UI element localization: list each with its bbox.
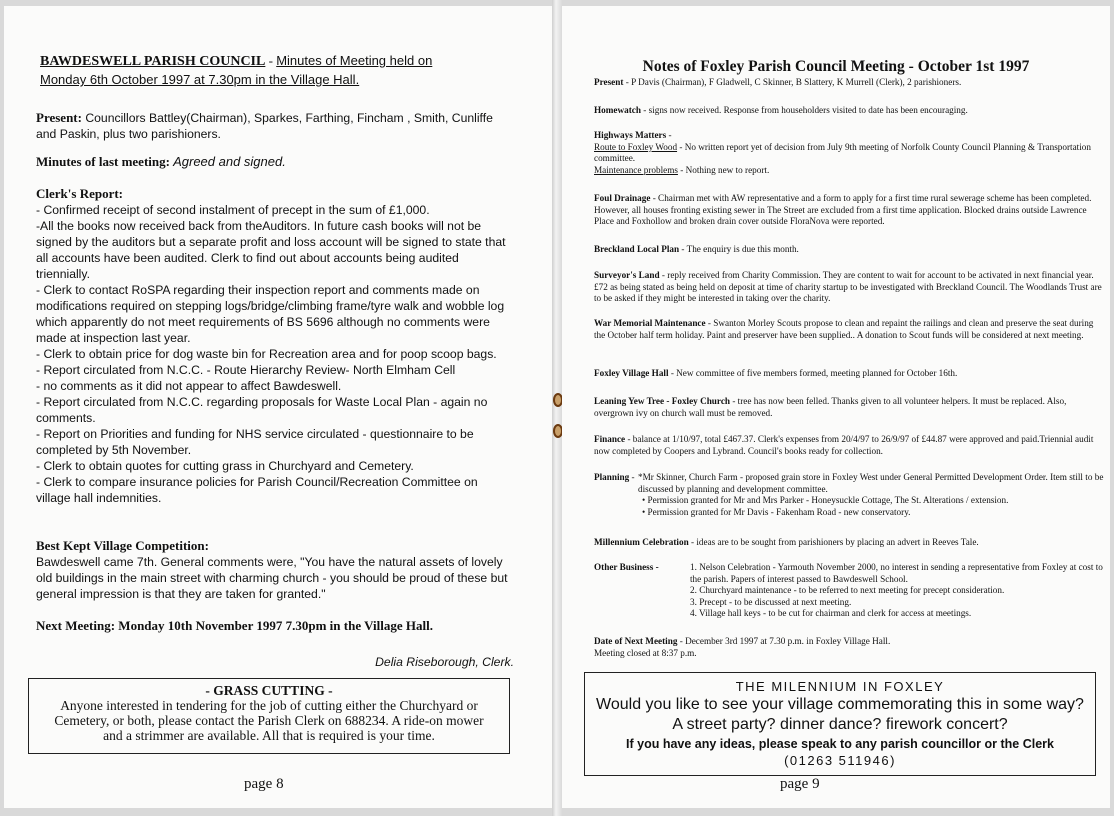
- highways-section: Highways Matters - Route to Foxley Wood - No written report yet of decision from July 9th meeting of Norfolk County Council Planning & Transportation committee. Maintenance problems - Nothing new to report.: [594, 130, 1091, 175]
- clerk-report-label: Clerk's Report:: [36, 186, 124, 201]
- foul-drainage-section: [594, 193, 1104, 228]
- planning-section: Planning - *Mr Skinner, Church Farm - proposed grain store in Foxley West under General Permitted Development Order. Item still to be discussed by planning and development committee. • Permission granted for Mr and Mrs Parker - Honeysuckle Cottage, The St. Alterations / extension. • Permission granted for Mr Davis - Fakenham Road - new conservatory.: [594, 472, 1104, 517]
- clerk-item: - Confirmed receipt of second instalment of precept in the sum of £1,000.: [36, 203, 430, 217]
- hall-text: - New committee of five members formed, meeting planned for October 16th.: [668, 368, 958, 378]
- foul-label: Foul Drainage: [594, 193, 651, 203]
- binding-spine: [552, 0, 562, 816]
- clerk-report: [36, 186, 514, 506]
- highways-route-text: - No written report yet of decision from July 9th meeting of Norfolk County Council Planning & Transportation committee.: [594, 141, 1091, 164]
- notice-phone: (01263 511946): [784, 753, 896, 768]
- clerk-signature: Delia Riseborough, Clerk.: [375, 655, 514, 669]
- present-text: - P Davis (Chairman), F Gladwell, C Skinner, B Slattery, K Murrell (Clerk), 2 parishioners.: [623, 77, 962, 87]
- notice-title: THE MILENNIUM IN FOXLEY: [735, 679, 945, 694]
- millennium-section: [594, 537, 1104, 549]
- other-item: 4. Village hall keys - to be cut for chairman and clerk for access at meetings.: [690, 608, 972, 619]
- grass-cutting-notice: [28, 678, 510, 754]
- council-name: BAWDESWELL PARISH COUNCIL: [40, 54, 266, 69]
- yew-tree-section: [594, 396, 1104, 419]
- present-section: [594, 77, 1104, 89]
- notice-ideas: A street party? dinner dance? firework concert?: [672, 716, 1008, 733]
- next-meeting-section: [594, 636, 1104, 659]
- finance-label: Finance: [594, 434, 626, 444]
- left-page: [4, 6, 552, 808]
- clerk-item: - no comments as it did not appear to affect Bawdeswell.: [36, 379, 342, 393]
- clerk-item: - Clerk to obtain quotes for cutting grass in Churchyard and Cemetery.: [36, 459, 414, 473]
- other-item: 1. Nelson Celebration - Yarmouth November 2000, no interest in sending a representative from Foxley at cost to the parish. Papers of interest passed to Bawdeswell School.: [690, 562, 1103, 584]
- yew-label: Leaning Yew Tree - Foxley Church: [594, 396, 731, 406]
- right-page: [562, 6, 1110, 808]
- finance-text: - balance at 1/10/97, total £467.37. Clerk's expenses from 20/4/97 to 26/9/97 of £44.87 were approved and paid.Triennial audit now completed by Coopers and Lybrand. Council's books ready for collection.: [594, 434, 1094, 456]
- notice-question: Would you like to see your village commemorating this in some way?: [596, 696, 1084, 713]
- village-label: Best Kept Village Competition:: [36, 538, 209, 553]
- minutes-section: [36, 154, 514, 170]
- minutes-text: Agreed and signed.: [169, 154, 286, 169]
- grass-text: Anyone interested in tendering for the job of cutting either the Churchyard or Cemetery, or both, please contact the Parish Clerk on 688234. A ride-on mower and a strimmer are available. All that is required is your time.: [54, 698, 484, 743]
- clerk-item: - Clerk to compare insurance policies for Parish Council/Recreation Committee on village hall indemnities.: [36, 475, 478, 505]
- present-label: Present:: [36, 110, 82, 125]
- homewatch-section: [594, 105, 1104, 117]
- highways-maint-text: - Nothing new to report.: [677, 164, 770, 175]
- war-memorial-section: [594, 318, 1104, 341]
- village-hall-section: [594, 368, 1104, 380]
- foul-text: - Chairman met with AW representative and a form to apply for a first time rural sewerage scheme has been completed. However, all houses fronting existing sewer in The Street are excluded from a first time application. Blocked drains outside Lawrence Place and Foxhollow and broken drain cover outside FloraNova were reported.: [594, 193, 1092, 227]
- breckland-text: - The enquiry is due this month.: [679, 244, 799, 254]
- breckland-label: Breckland Local Plan: [594, 244, 680, 254]
- surveyor-label: Surveyor's Land: [594, 270, 660, 280]
- planning-label: Planning: [594, 472, 630, 482]
- date-label: Date of Next Meeting: [594, 636, 678, 646]
- millennium-text: - ideas are to be sought from parishioners by placing an advert in Reeves Tale.: [688, 537, 979, 547]
- other-label: Other Business -: [594, 562, 659, 572]
- other-item: 3. Precept - to be discussed at next meeting.: [690, 596, 852, 607]
- date-text: - December 3rd 1997 at 7.30 p.m. in Foxley Village Hall.: [677, 636, 891, 646]
- heading-line2: Monday 6th October 1997 at 7.30pm in the Village Hall.: [40, 72, 360, 87]
- village-competition: [36, 538, 514, 602]
- clerk-item: - Report circulated from N.C.C. - Route Hierarchy Review- North Elmham Cell: [36, 363, 456, 377]
- other-business-section: [594, 562, 1104, 620]
- clerk-item: - Clerk to obtain price for dog waste bin for Recreation area and for poop scoop bags.: [36, 347, 497, 361]
- homewatch-text: - signs now received. Response from householders visited to date has been encouraging.: [640, 105, 968, 115]
- highways-maint-label: Maintenance problems: [594, 164, 678, 175]
- present-label: Present: [594, 77, 624, 87]
- page-number: page 9: [780, 776, 820, 792]
- hall-label: Foxley Village Hall: [594, 368, 669, 378]
- war-text: - Swanton Morley Scouts propose to clean and repaint the railings and clean and preserve the seat during the October half term holiday. Paint and preserver have been supplied.. A donation to Scout funds will be considered at next meeting.: [594, 318, 1094, 340]
- millennium-notice: [584, 672, 1096, 776]
- page-number: page 8: [244, 776, 284, 792]
- clerk-item: - Report on Priorities and funding for NHS service circulated - questionnaire to be completed by 5th November.: [36, 427, 474, 457]
- surveyor-text: - reply received from Charity Commission. They are content to wait for account to be activated in next financial year. £72 as being stated as being held on deposit at time of charity startup to be investigated with Breckland Council. The Woodlands Trust are to be asked if they might be interested in taking over the charity.: [594, 270, 1102, 304]
- breckland-section: [594, 244, 1104, 256]
- village-text: Bawdeswell came 7th. General comments were, "You have the natural assets of lovely old buildings in the main street with charming church - you should be proud of these but general impression is that they are taken for granted.": [36, 555, 508, 601]
- homewatch-label: Homewatch: [594, 105, 641, 115]
- clerk-item: - Report circulated from N.C.C. regarding proposals for Waste Local Plan - again no comments.: [36, 395, 488, 425]
- highways-route-label: Route to Foxley Wood: [594, 141, 678, 152]
- present-text: Councillors Battley(Chairman), Sparkes, Farthing, Fincham , Smith, Cunliffe and Paskin, plus two parishioners.: [36, 111, 493, 141]
- heading-line1: Minutes of Meeting held on: [276, 53, 433, 68]
- page-title: Notes of Foxley Parish Council Meeting - October 1st 1997: [642, 58, 1030, 75]
- grass-title: - GRASS CUTTING -: [205, 683, 333, 698]
- surveyor-section: [594, 270, 1104, 305]
- clerk-item: - Clerk to contact RoSPA regarding their inspection report and comments made on modifications required on stepping logs/bridge/climbing frame/tyre walk and wobble log which apparently do not meet requirements of BS 5696 although no comments were made at inspection last year.: [36, 283, 505, 345]
- millennium-label: Millennium Celebration: [594, 537, 689, 547]
- other-item: 2. Churchyard maintenance - to be referred to next meeting for precept consideration.: [690, 585, 1005, 596]
- war-label: War Memorial Maintenance: [594, 318, 706, 328]
- planning-item: *Mr Skinner, Church Farm - proposed grain store in Foxley West under General Permitted Development Order. Item still to be discussed by planning and development committee.: [638, 472, 1104, 494]
- finance-section: [594, 434, 1104, 457]
- minutes-label: Minutes of last meeting:: [36, 154, 170, 169]
- notice-contact: If you have any ideas, please speak to any parish councillor or the Clerk: [626, 737, 1054, 751]
- next-meeting: Next Meeting: Monday 10th November 1997 7.30pm in the Village Hall.: [36, 618, 433, 633]
- yew-text: - tree has now been felled. Thanks given to all volunteer helpers. It must be replaced. Also, overgrown ivy on church wall must be removed.: [594, 396, 1067, 418]
- highways-label: Highways Matters: [594, 130, 667, 140]
- minutes-heading: [40, 52, 520, 89]
- heading-separator: -: [265, 53, 277, 68]
- clerk-item: -All the books now received back from theAuditors. In future cash books will not be signed by the auditors but a separate profit and loss account will be signed to state that all accounts have been audited. Clerk to find out about accounts being audited triennially.: [36, 219, 506, 281]
- planning-item: • Permission granted for Mr and Mrs Parker - Honeysuckle Cottage, The St. Alterations / extension.: [642, 495, 1009, 506]
- planning-item: • Permission granted for Mr Davis - Fakenham Road - new conservatory.: [642, 506, 911, 517]
- meeting-closed: Meeting closed at 8:37 p.m.: [594, 647, 697, 658]
- present-section: [36, 110, 514, 142]
